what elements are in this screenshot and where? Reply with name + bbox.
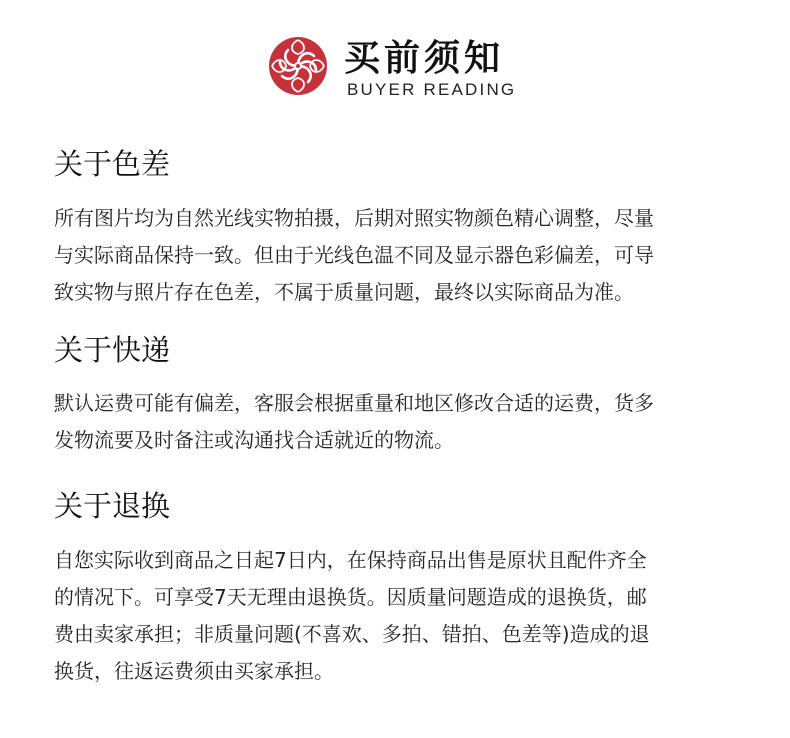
page-subtitle: BUYER READING	[347, 80, 517, 99]
section-heading: 关于色差	[54, 147, 171, 181]
section-color-difference	[54, 146, 754, 311]
section-heading: 关于快递	[54, 333, 171, 367]
section-body: 自您实际收到商品之日起7日内，在保持商品出售是原状且配件齐全 的情况下。可享受7天无理由退换货。因质量问题造成的退换货，邮 费由卖家承担；非质量问题(不喜欢、多拍、错拍、色差等)造成的退 换货，往返运费须由买家承担。	[54, 548, 650, 683]
flower-logo-icon	[268, 36, 328, 96]
section-returns	[54, 488, 754, 690]
page-title: 买前须知	[344, 37, 505, 79]
section-heading: 关于退换	[54, 489, 171, 523]
section-body: 所有图片均为自然光线实物拍摄，后期对照实物颜色精心调整，尽量 与实际商品保持一致。但由于光线色温不同及显示器色彩偏差，可导 致实物与照片存在色差，不属于质量问题，最终以实际商品为准。	[54, 206, 654, 304]
section-delivery	[54, 332, 754, 459]
section-body: 默认运费可能有偏差，客服会根据重量和地区修改合适的运费，货多 发物流要及时备注或沟通找合适就近的物流。	[54, 391, 654, 452]
page-header	[0, 0, 790, 110]
